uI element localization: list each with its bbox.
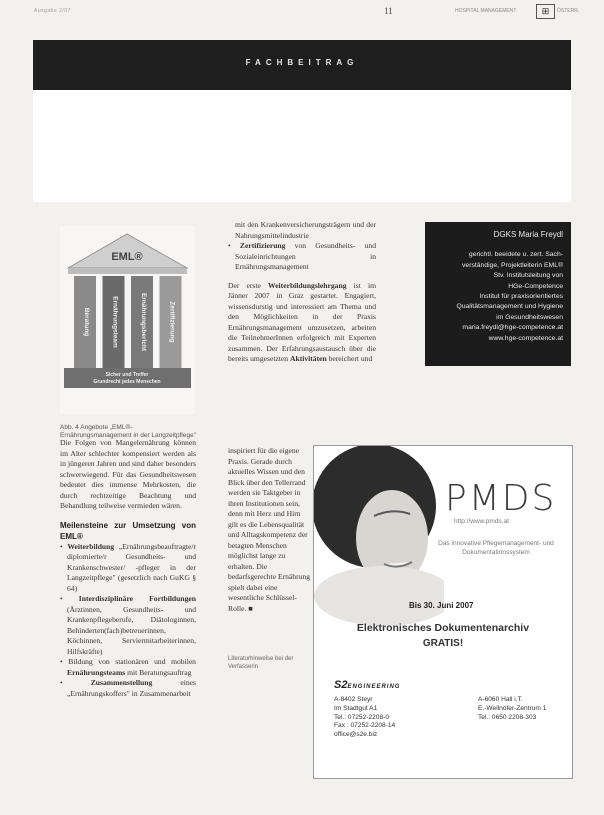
roof-label: EML® (111, 251, 143, 263)
pmds-url-link[interactable]: http://www.pmds.at (454, 518, 509, 525)
column-2 (228, 220, 376, 365)
info-line: Institut für praxisorientiertes (479, 293, 563, 301)
offer-date: Bis 30. Juni 2007 (409, 601, 474, 610)
info-line: gerichtl. beeidete u. zert. Sach- (468, 251, 563, 259)
literature-note: Literaturhinweise bei der Verfasserin (228, 656, 294, 670)
info-line: verständige, Projektleiterin EML® (462, 261, 563, 269)
office-email-link[interactable]: office@s2e.biz (334, 731, 378, 739)
page-header (0, 0, 604, 22)
page-number: 11 (384, 6, 393, 16)
email-link[interactable]: maria.freydl@hge-competence.at (462, 324, 563, 332)
pillar-label: Ernährungsteam (111, 296, 119, 348)
pmds-advertisement[interactable] (313, 445, 573, 779)
woman-photo (314, 446, 444, 626)
pillar-label: Ernährungsbericht (140, 292, 147, 352)
continued-text: mit den Krankenversicherungsträgern und der Nahrungsmittelindustrie (235, 220, 376, 240)
info-line: HGe-Competence (508, 282, 563, 290)
pillar-label: Zertifizierung (168, 301, 176, 343)
figure-caption: Abb. 4 Angebote „EML®-Ernährungsmanagement in der Langzeitpflege" (60, 424, 197, 439)
intro-paragraph: Die Folgen von Mangelernährung können im Alter schlechter kompensiert werden als in jüngeren Jahren und sind daher besonders schwerwiegend. Für das Gesundheitswesen bedeutet dies immense Mehrkosten, die durch rechtzeitige Beachtung und Behandlung teilweise vermieden wären. (60, 438, 196, 510)
pillar-label: Beratung (83, 307, 90, 337)
country-label: ÖSTERR. (557, 8, 580, 14)
bullet-item: • Zusammenstellung eines „Ernährungskoffers" in Zusammenarbeit (60, 678, 196, 698)
bullet-item: • Weiterbildung „Ernährungsbeauftragte/r diplomierte/r Gesundheits- und Krankenschwester/ -pfleger in der Langzeitpflege" (gesetzlich nach GuKG § 64) (60, 541, 196, 593)
milestones-heading: Meilensteine zur Umsetzung von EML® (60, 520, 196, 541)
pmds-brand: PMDS (445, 478, 557, 519)
info-line: im Gesundheitswesen (496, 313, 563, 321)
base-line-2: Grundrecht jedes Menschen (93, 379, 161, 385)
base-line-1: Sicher und Treffer (105, 372, 149, 378)
eml-pillars-figure (60, 226, 195, 414)
website-link[interactable]: www.hge-competence.at (488, 334, 563, 342)
ad-headline: Elektronisches Dokumentenarchiv (356, 622, 530, 634)
column-2-narrow: inspiriert für die eigene Praxis. Gerade durch aktuelles Wissen und den Blick über den Tellerrand werden sie Taktgeber in ihren Institutionen sein, denn mit Herz und Hirn gilt es die Lebensqualität und Alltagskompetenz der betagten Menschen möglichst lange zu erhalten. Die bedarfsgerechte Ernährung spielt dabei eine wesentliche Schlüssel-Rolle. ■ (228, 446, 311, 613)
s2-logo: S2ENGINEERING (334, 679, 401, 691)
info-line: Qualitätsmanagement und Hygiene (456, 303, 563, 311)
office-address-hall: A-6060 Hall i.T. E.-Wellnöfer-Zentrum 1 Tel.: 0650 2208-303 (478, 696, 547, 721)
author-name: DGKS Maria Freydl (493, 230, 563, 239)
bullet-item: • Zertifizierung von Gesundheits- und Sozialeinrichtungen in Ernährungsmanagement (228, 241, 376, 271)
section-label: FACHBEITRAG (245, 58, 359, 67)
bullet-item: • Bildung von stationären und mobilen Ernährungsteams mit Beratungsauftrag (60, 657, 196, 677)
publication-name: HOSPITAL MANAGEMENT (455, 8, 517, 14)
hb-logo-icon: ⊞ (536, 4, 555, 19)
section-band (33, 40, 571, 90)
author-info-box (425, 222, 571, 366)
issue-label: Ausgabe 2/07 (34, 8, 71, 14)
info-line: Stv. Institutsleitung von (493, 272, 563, 280)
bullet-item: • Interdisziplinäre Fortbildungen (Ärztinnen, Gesundheits- und Krankenpflegeberufe, Diätologinnen, Behinderten(fach)betreuerinnen, Köchinnen, Serviermitarbeiterinnen, Hilfskräfte) (60, 594, 196, 656)
header-image-area (33, 90, 571, 202)
ad-free-label: GRATIS! (422, 638, 464, 649)
office-address-steyr: A-8402 Steyr Im Stadtgut A1 Tel.: 07252-2208-0 Fax : 07252-2208-14 office@s2e.biz (334, 696, 396, 739)
column-1 (60, 438, 196, 699)
course-paragraph: Der erste Weiterbildungslehrgang ist im Jänner 2007 in Graz gestartet. Engagiert, wissensdurstig und interessiert am Thema und den Möglichkeiten in der Praxis Ernährungsmanagement umzusetzen, arbeiten die TeilnehmerInnen erfolgreich mit Experten zusammen. Der Erfahrungsaustausch über die bereits umgesetzten Aktivitäten bereichert und (228, 280, 376, 363)
pmds-subtitle: Das innovative Pflegemanagement- und Dokumentationssystem (438, 540, 554, 556)
